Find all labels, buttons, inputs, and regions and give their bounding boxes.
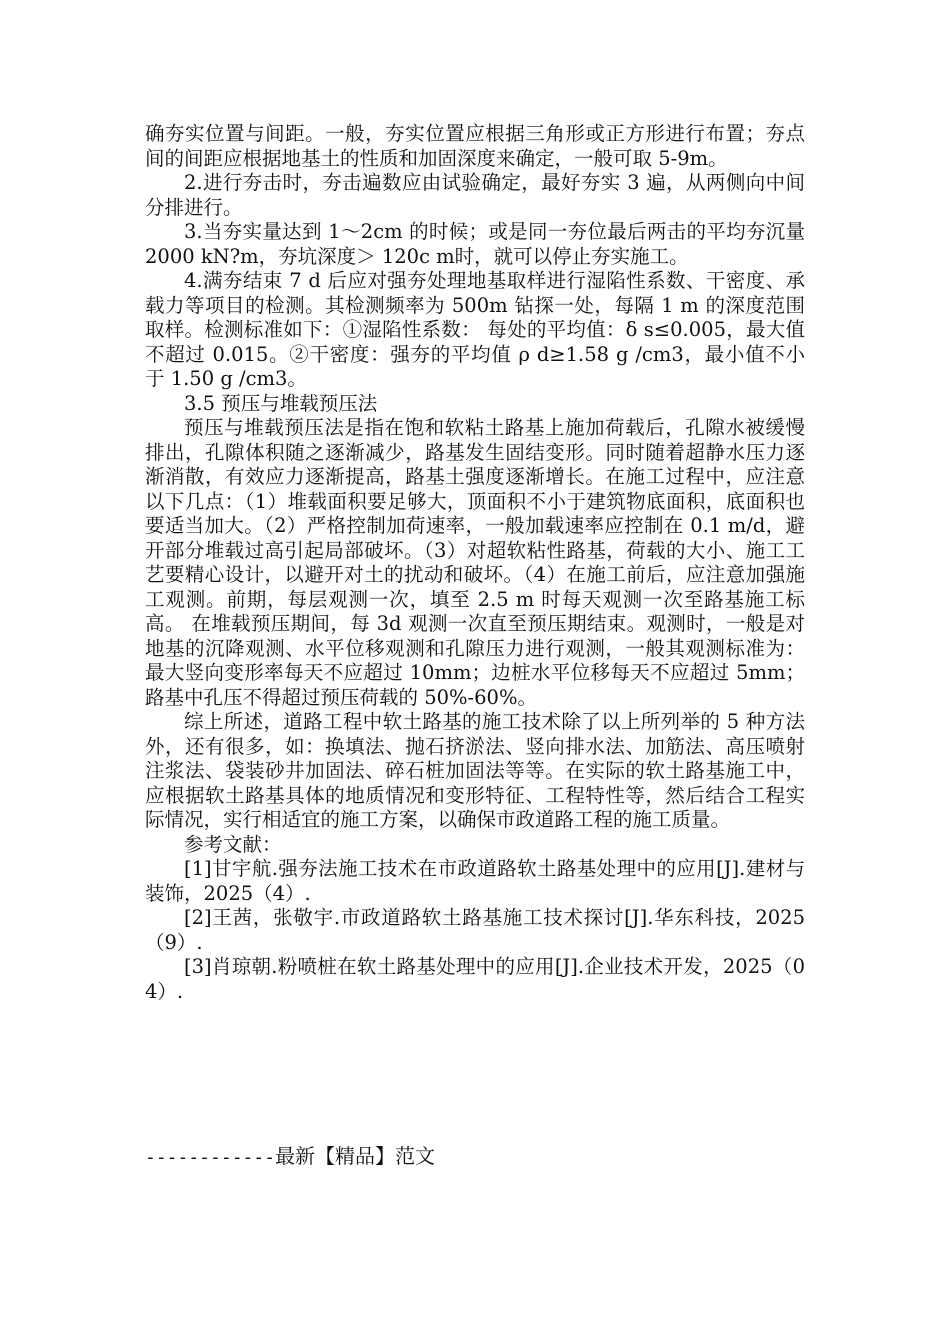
document-body	[145, 122, 805, 1004]
paragraph-item-2: 2.进行夯击时，夯击遍数应由试验确定，最好夯实 3 遍，从两侧向中间分排进行。	[145, 171, 805, 219]
references-heading: 参考文献：	[184, 832, 282, 856]
section-heading-3-5: 3.5 预压与堆载预压法	[184, 391, 378, 415]
footer-label: 最新【精品】范文	[275, 1144, 436, 1168]
paragraph-continuation: 确夯实位置与间距。一般，夯实位置应根据三角形或正方形进行布置；夯点间的间距应根据地基土的性质和加固深度来确定，一般可取 5-9m。	[145, 122, 805, 170]
reference-item-1: [1]甘宇航.强夯法施工技术在市政道路软土路基处理中的应用[J].建材与装饰，2025（4）.	[145, 857, 805, 905]
footer-dashes: ------------	[145, 1147, 276, 1168]
paragraph-summary: 综上所述，道路工程中软土路基的施工技术除了以上所列举的 5 种方法外，还有很多，如：换填法、抛石挤淤法、竖向排水法、加筋法、高压喷射注浆法、袋装砂井加固法、碎石桩加固法等等。在实际的软土路基施工中，应根据软土路基具体的地质情况和变形特征、工程特性等，然后结合工程实际情况，实行相适宜的施工方案，以确保市政道路工程的施工质量。	[145, 710, 805, 831]
footer-banner	[145, 1143, 805, 1171]
paragraph-item-3: 3.当夯实量达到 1～2cm 的时候；或是同一夯位最后两击的平均夯沉量 2000 kN?m，夯坑深度＞ 120c m时，就可以停止夯实施工。	[145, 220, 805, 268]
reference-item-3: [3]肖琼朝.粉喷桩在软土路基处理中的应用[J].企业技术开发，2025（04）.	[145, 955, 805, 1003]
paragraph-item-4: 4.满夯结束 7 d 后应对强夯处理地基取样进行湿陷性系数、干密度、承载力等项目的检测。其检测频率为 500m 钻探一处，每隔 1 m 的深度范围取样。检测标准如下：①湿陷性系数： 每处的平均值：δ s≤0.005，最大值不超过 0.015。②干密度：强夯的平均值 ρ d≥1.58 g /cm3，最小值不小于 1.50 g /cm3。	[145, 269, 805, 390]
paragraph-preloading: 预压与堆载预压法是指在饱和软粘土路基上施加荷载后，孔隙水被缓慢排出，孔隙体积随之逐渐减少，路基发生固结变形。同时随着超静水压力逐渐消散，有效应力逐渐提高，路基土强度逐渐增长。在施工过程中，应注意以下几点：（1）堆载面积要足够大，顶面积不小于建筑物底面积，底面积也要适当加大。（2）严格控制加荷速率，一般加载速率应控制在 0.1 m/d，避开部分堆载过高引起局部破坏。（3）对超软粘性路基，荷载的大小、施工工艺要精心设计，以避开对土的扰动和破坏。（4）在施工前后，应注意加强施工观测。前期，每层观测一次，填至 2.5 m 时每天观测一次至路基施工标高。 在堆载预压期间，每 3d 观测一次直至预压期结束。观测时，一般是对地基的沉降观测、水平位移观测和孔隙压力进行观测，一般其观测标准为：最大竖向变形率每天不应超过 10mm；边桩水平位移每天不应超过 5mm；路基中孔压不得超过预压荷载的 50%-60%。	[145, 416, 805, 709]
reference-item-2: [2]王茜，张敬宇.市政道路软土路基施工技术探讨[J].华东科技，2025（9）.	[145, 906, 805, 954]
